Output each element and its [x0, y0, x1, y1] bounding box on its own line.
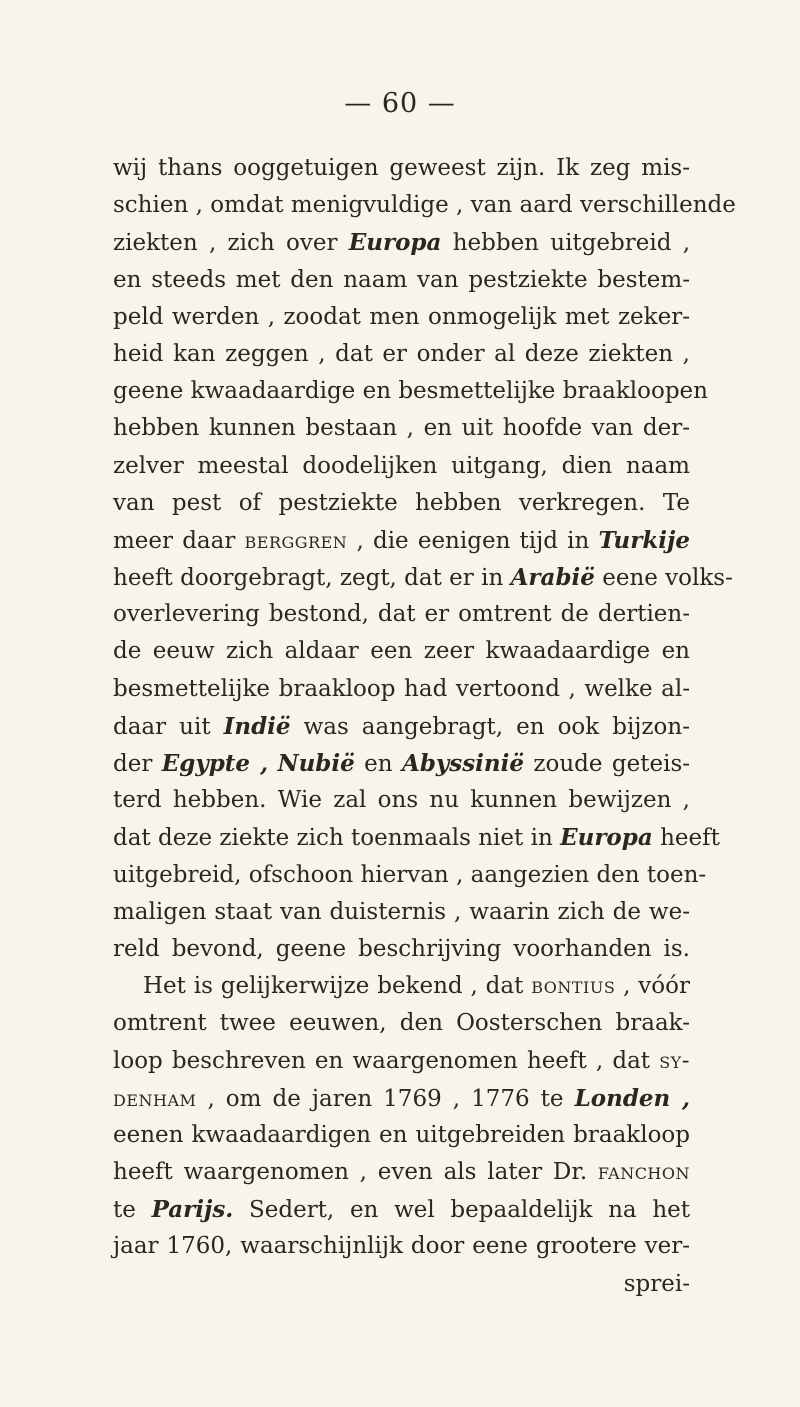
- text-line: overlevering bestond, dat er omtrent de dertien-: [113, 601, 690, 628]
- place-name: Europa: [560, 824, 653, 852]
- text-line: dat deze ziekte zich toenmaals niet in Europa heeft: [113, 824, 720, 852]
- text-line: van pest of pestziekte hebben verkregen. Te: [113, 489, 690, 516]
- text-line: daar uit Indië was aangebragt, en ook bijzon-: [113, 712, 690, 740]
- place-name: Nubië: [277, 750, 355, 777]
- text-line: omtrent twee eeuwen, den Oosterschen braak-: [113, 1010, 690, 1037]
- place-name: Turkije: [598, 526, 691, 554]
- place-name: Arabië: [510, 564, 595, 592]
- text-line: te Parijs. Sedert, en wel bepaaldelijk na het: [113, 1196, 690, 1224]
- person-name: berggren: [244, 527, 348, 554]
- text-line: besmettelijke braakloop had vertoond , welke al-: [113, 675, 690, 702]
- text-line: de eeuw zich aldaar een zeer kwaadaardige en: [113, 638, 690, 665]
- place-name: Egypte ,: [161, 750, 269, 777]
- text-line: der Egypte , Nubië en Abyssinië zoude geteis-: [113, 750, 691, 777]
- text-line: peld werden , zoodat men onmogelijk met zeker-: [113, 303, 690, 330]
- text-line: meer daar berggren , die eenigen tijd in Turkije: [113, 526, 691, 554]
- place-name: Abyssinië: [401, 750, 525, 777]
- place-name: Indië: [223, 712, 291, 740]
- person-name: sy-: [659, 1047, 690, 1074]
- text-line: maligen staat van duisternis , waarin zich de we-: [113, 898, 690, 925]
- page-number: — 60 —: [344, 88, 456, 119]
- text-line: Het is gelijkerwijze bekend , dat bontius , vóór: [143, 973, 690, 1000]
- text-line: en steeds met den naam van pestziekte bestem-: [113, 266, 690, 293]
- text-line: schien , omdat menigvuldige , van aard verschillende: [113, 192, 736, 219]
- text-line: wij thans ooggetuigen geweest zijn. Ik zeg mis-: [113, 155, 690, 181]
- place-name: Londen ,: [574, 1084, 690, 1112]
- text-line: terd hebben. Wie zal ons nu kunnen bewijzen ,: [113, 787, 690, 814]
- text-line: ziekten , zich over Europa hebben uitgebreid ,: [113, 229, 691, 257]
- place-name: Europa: [348, 229, 442, 257]
- person-name: bontius: [531, 973, 616, 1000]
- text-line: uitgebreid, ofschoon hiervan , aangezien den toen-: [113, 861, 707, 888]
- text-line: loop beschreven en waargenomen heeft , dat sy-: [113, 1047, 690, 1074]
- text-line: jaar 1760, waarschijnlijk door eene grootere ver-: [113, 1233, 690, 1260]
- place-name: Parijs.: [151, 1196, 234, 1224]
- person-name: denham: [113, 1085, 197, 1112]
- body-text: [113, 150, 736, 1303]
- text-line: denham , om de jaren 1769 , 1776 te Londen ,: [113, 1084, 690, 1112]
- text-line: heid kan zeggen , dat er onder al deze ziekten ,: [113, 340, 690, 367]
- text-line: geene kwaadaardige en besmettelijke braakloopen: [113, 378, 708, 405]
- text-line: eenen kwaadaardigen en uitgebreiden braakloop: [113, 1121, 690, 1148]
- text-line: hebben kunnen bestaan , en uit hoofde van der-: [113, 415, 690, 442]
- text-line: zelver meestal doodelijken uitgang, dien naam: [113, 452, 690, 479]
- text-line: heeft waargenomen , even als later Dr. fanchon: [113, 1159, 690, 1186]
- text-line: heeft doorgebragt, zegt, dat er in Arabië eene volks-: [113, 564, 733, 592]
- text-line: reld bevond, geene beschrijving voorhanden is.: [113, 935, 690, 962]
- catchword: sprei-: [623, 1270, 690, 1297]
- person-name: fanchon: [597, 1159, 690, 1186]
